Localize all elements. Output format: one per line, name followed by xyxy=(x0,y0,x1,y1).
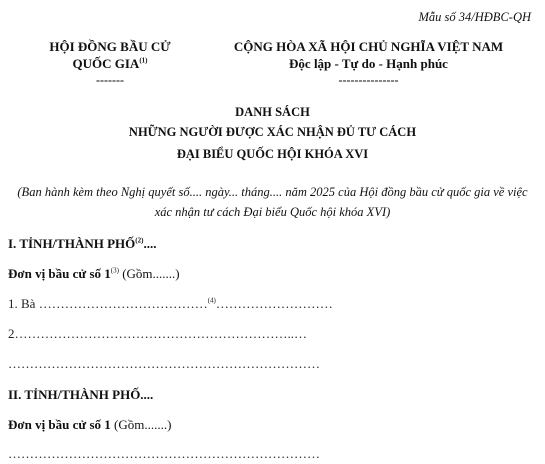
authority-name-line1: HỘI ĐỒNG BẦU CỬ xyxy=(49,39,171,54)
doc-subtitle: (Ban hành kèm theo Nghị quyết số.... ngày... tháng.... năm 2025 của Hội đồng bầu cử quốc gia về việc xác nhận tư cách Đại biểu Quốc hội khóa XVI) xyxy=(17,185,528,219)
form-code: Mẫu số 34/HĐBC-QH xyxy=(418,10,531,24)
constituency-2-label: Đơn vị bầu cử số 1 (Gồm.......) xyxy=(8,417,172,432)
doc-title-line3: ĐẠI BIỂU QUỐC HỘI KHÓA XVI xyxy=(176,147,369,161)
footnote-marker: (4) xyxy=(207,296,216,305)
national-motto xyxy=(206,38,531,89)
footnote-marker: (3) xyxy=(110,266,119,275)
authority-separator: ------- xyxy=(96,73,124,87)
doc-title-line2: NHỮNG NGƯỜI ĐƯỢC XÁC NHẬN ĐỦ TƯ CÁCH xyxy=(128,125,417,139)
authority-name-line2: QUỐC GIA$^{(1)}$ xyxy=(72,56,148,71)
footnote-marker: (1) xyxy=(139,56,148,65)
delegate-line-2: 2………………………………………………………..… xyxy=(8,326,307,341)
motto-separator: --------------- xyxy=(338,73,399,87)
delegate-line-4: ……………………………………………………………… xyxy=(8,446,320,461)
delegate-line-1: 1. Bà …………………………………$^{(4)}$……………………… xyxy=(8,296,333,311)
constituency-1-label: Đơn vị bầu cử số 1$^{(3)}$ (Gồm.......) xyxy=(8,266,180,281)
footnote-marker: (2) xyxy=(135,236,144,245)
issuing-authority xyxy=(30,38,190,89)
section-heading-1: I. TỈNH/THÀNH PHỐ$^{(2)}$.... xyxy=(8,236,157,251)
motto: Độc lập - Tự do - Hạnh phúc xyxy=(289,56,448,71)
delegate-line-3: ……………………………………………………………… xyxy=(8,356,320,371)
doc-title-line1: DANH SÁCH xyxy=(235,105,310,119)
country-name: CỘNG HÒA XÃ HỘI CHỦ NGHĨA VIỆT NAM xyxy=(233,39,504,54)
section-heading-2: II. TỈNH/THÀNH PHỐ.... xyxy=(8,387,154,402)
